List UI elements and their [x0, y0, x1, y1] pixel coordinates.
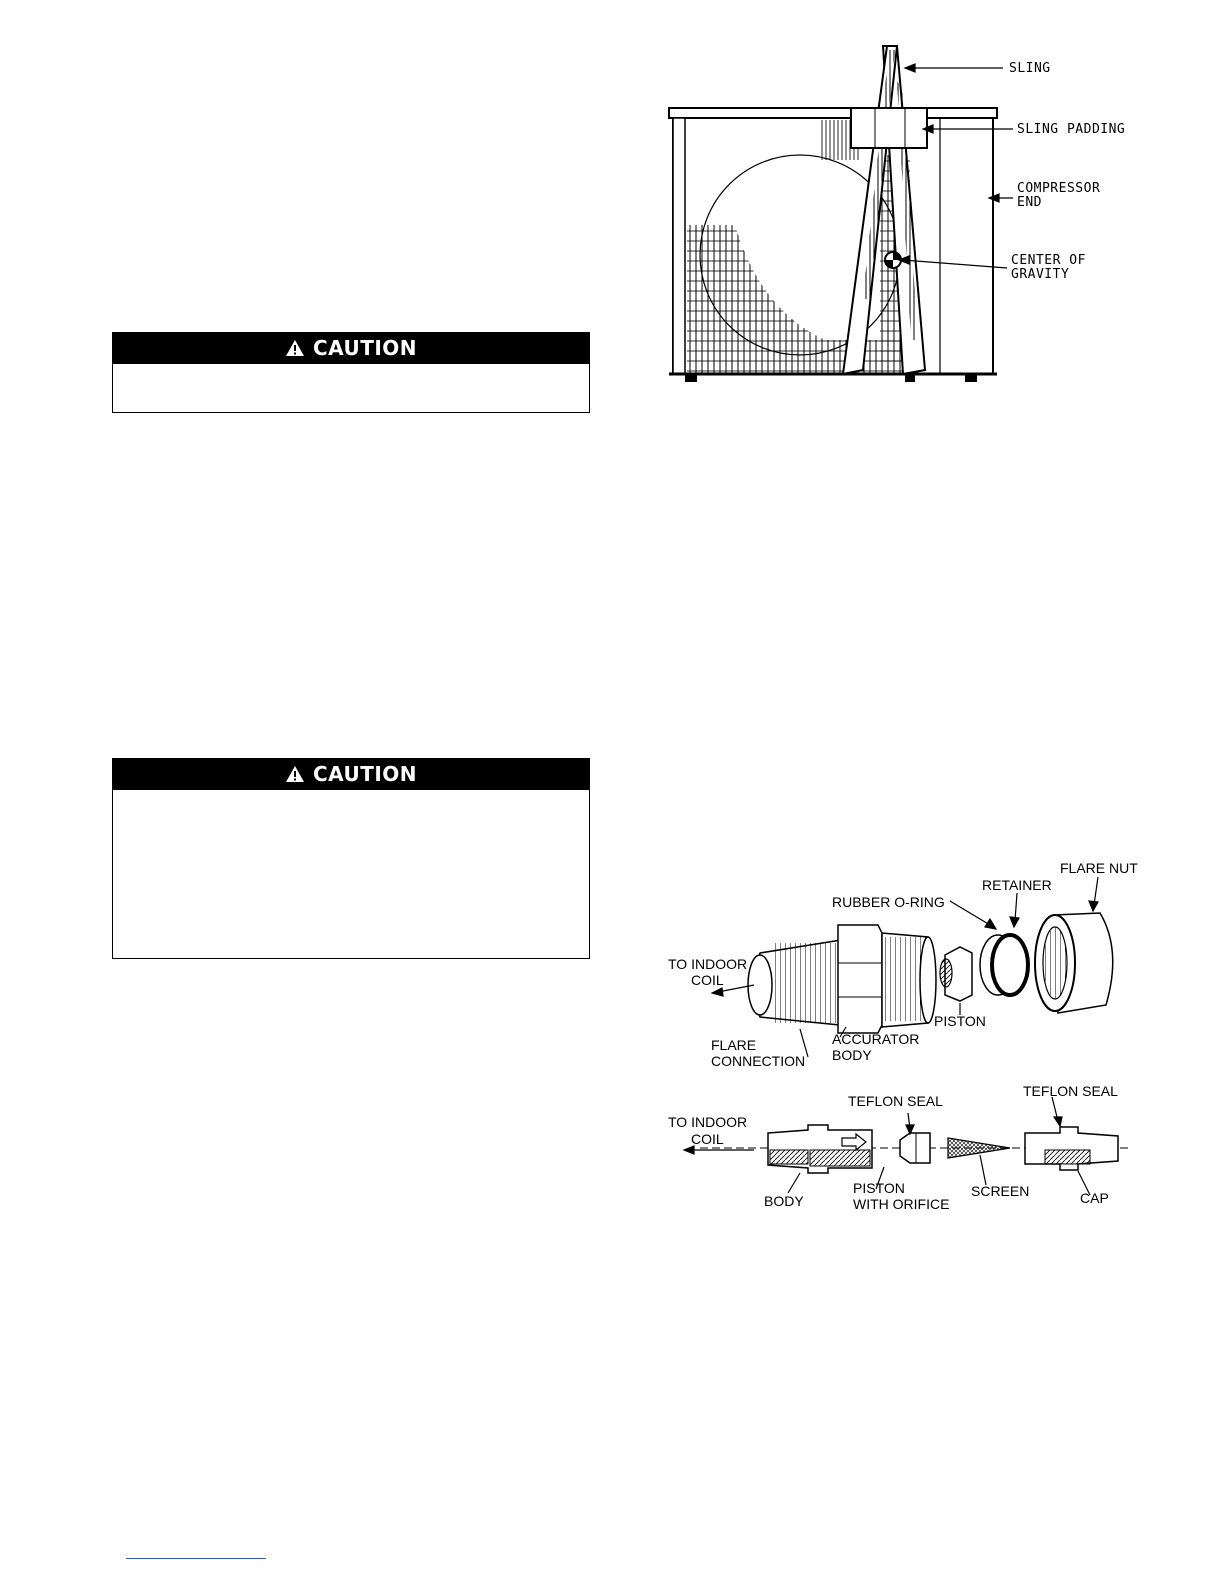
label-to-indoor-coil-2b: COIL	[691, 1131, 724, 1147]
caution-title-2: CAUTION	[312, 762, 418, 786]
label-cap: CAP	[1080, 1190, 1109, 1206]
label-flare-connection-b: CONNECTION	[711, 1053, 806, 1069]
label-piston: PISTON	[934, 1013, 986, 1029]
label-retainer: RETAINER	[982, 877, 1052, 893]
label-body: BODY	[764, 1193, 804, 1209]
label-piston-with-orifice-a: PISTON	[853, 1180, 905, 1196]
label-flare-nut: FLARE NUT	[1060, 860, 1138, 876]
accurator-section	[700, 1125, 1130, 1173]
label-accurator-body-b: BODY	[832, 1047, 872, 1063]
label-to-indoor-coil-2a: TO INDOOR	[668, 1114, 748, 1130]
label-sling: SLING	[1009, 61, 1051, 76]
label-compressor-end-1: COMPRESSOR	[1017, 181, 1101, 196]
warning-triangle-icon	[285, 339, 305, 357]
label-compressor-end-2: END	[1017, 195, 1042, 210]
caution-title-1: CAUTION	[312, 336, 418, 360]
label-to-indoor-coil-1b: COIL	[691, 972, 724, 988]
caution-header-1	[113, 333, 589, 364]
label-center-of-gravity-2: GRAVITY	[1011, 267, 1070, 282]
caution-box-1	[112, 332, 590, 413]
label-screen: SCREEN	[971, 1183, 1030, 1199]
unit-cabinet	[669, 108, 997, 382]
caution-box-2	[112, 758, 590, 959]
label-accurator-body-a: ACCURATOR	[832, 1031, 920, 1047]
accurator-pictorial	[748, 913, 1113, 1033]
label-sling-padding: SLING PADDING	[1017, 122, 1126, 137]
label-center-of-gravity-1: CENTER OF	[1011, 253, 1086, 268]
label-rubber-o-ring: RUBBER O-RING	[832, 894, 945, 910]
label-piston-with-orifice-b: WITH ORIFICE	[853, 1196, 950, 1212]
label-teflon-seal-2: TEFLON SEAL	[1023, 1083, 1118, 1099]
footer-rule	[126, 1558, 266, 1559]
unit-lifting-figure	[665, 40, 1145, 390]
accurator-figure	[660, 855, 1150, 1220]
label-flare-connection-a: FLARE	[711, 1037, 757, 1053]
label-teflon-seal-1: TEFLON SEAL	[848, 1093, 943, 1109]
caution-header-2	[113, 759, 589, 790]
label-to-indoor-coil-1a: TO INDOOR	[668, 956, 748, 972]
warning-triangle-icon	[285, 765, 305, 783]
